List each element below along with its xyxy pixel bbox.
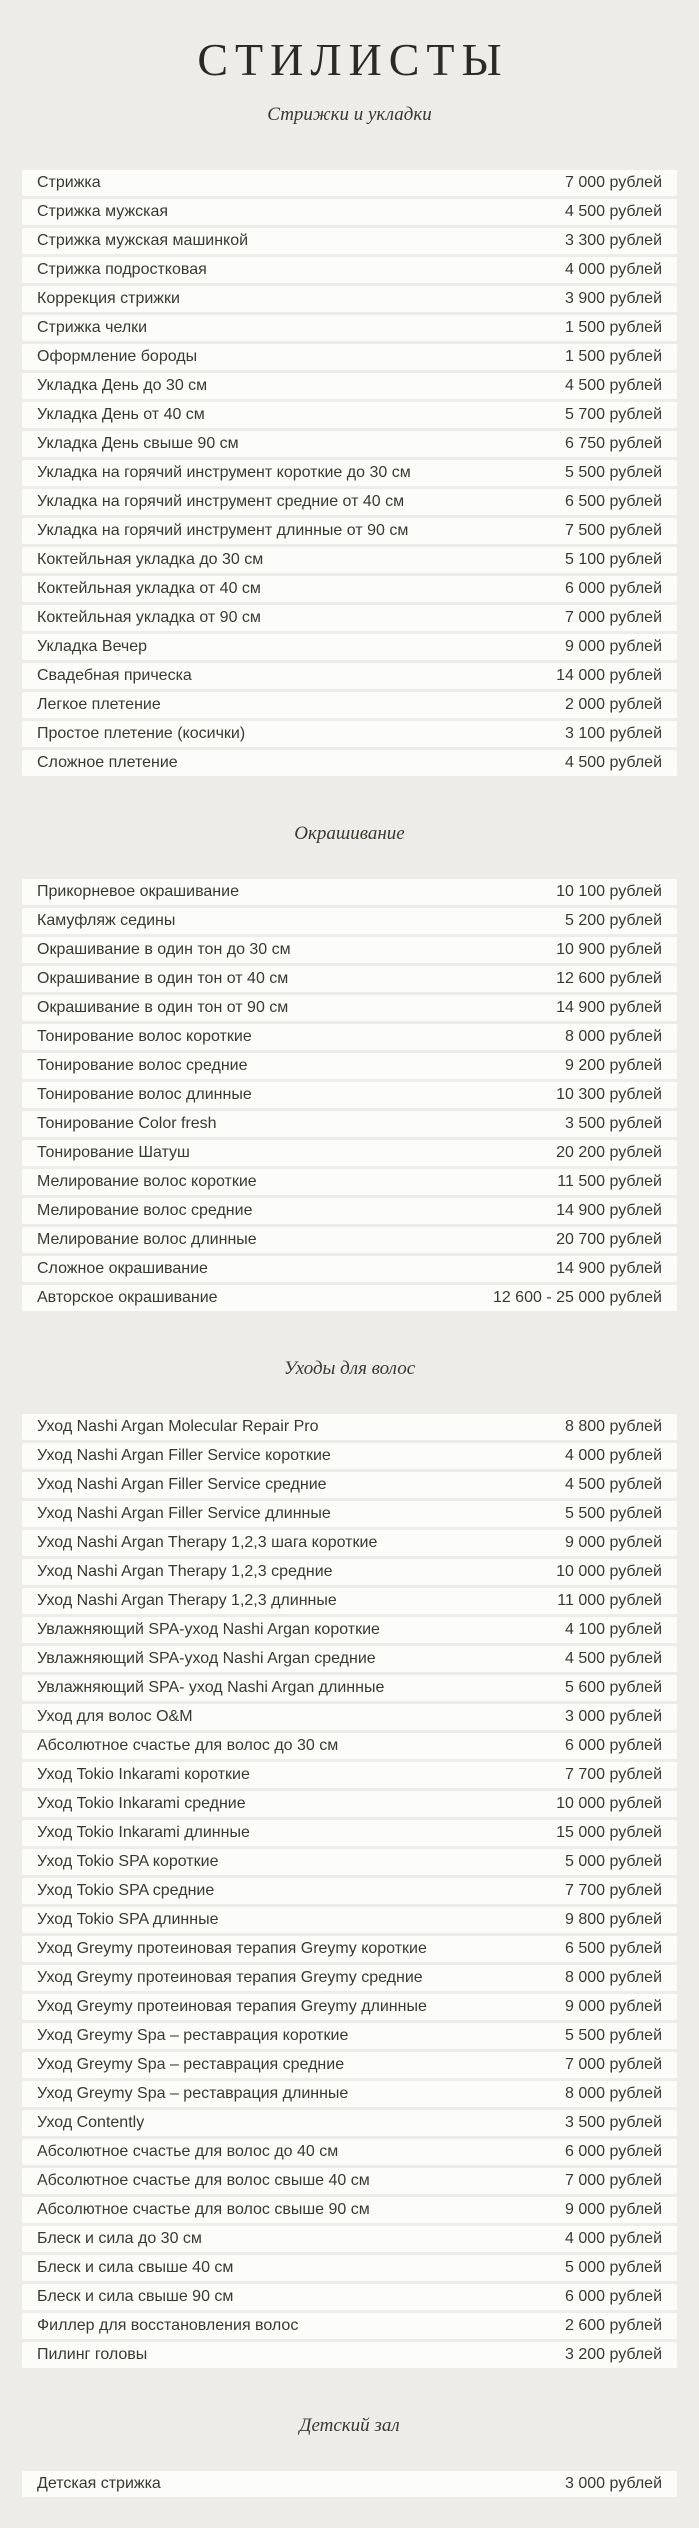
service-price: 7 500 рублей [565, 522, 662, 539]
service-row [22, 1820, 677, 1846]
service-name: Окрашивание в один тон от 90 см [37, 999, 289, 1016]
service-name: Сложное окрашивание [37, 1260, 208, 1277]
service-row [22, 170, 677, 196]
service-row [22, 2313, 677, 2339]
service-name: Уход Tokio SPA короткие [37, 1853, 219, 1870]
service-row [22, 995, 677, 1021]
service-price: 5 600 рублей [565, 1679, 662, 1696]
service-row [22, 1588, 677, 1614]
service-row [22, 2342, 677, 2368]
service-row [22, 1646, 677, 1672]
service-price: 12 600 - 25 000 рублей [492, 1289, 662, 1306]
service-name: Стрижка мужская машинкой [37, 232, 249, 249]
service-price: 5 500 рублей [565, 464, 662, 481]
service-row [22, 1053, 677, 1079]
service-row [22, 228, 677, 254]
service-name: Филлер для восстановления волос [37, 2317, 299, 2334]
service-name: Коррекция стрижки [37, 290, 180, 307]
service-price: 10 300 рублей [556, 1086, 662, 1103]
service-name: Свадебная прическа [37, 667, 192, 684]
service-row [22, 1791, 677, 1817]
service-row [22, 750, 677, 776]
service-price: 2 000 рублей [565, 696, 662, 713]
service-name: Тонирование волос длинные [37, 1086, 252, 1103]
service-name: Уход Greymy протеиновая терапия Greymy длинные [37, 1998, 427, 2015]
service-name: Уход Tokio SPA длинные [37, 1911, 219, 1928]
service-price: 9 000 рублей [565, 638, 662, 655]
service-price: 7 700 рублей [565, 1766, 662, 1783]
service-name: Укладка на горячий инструмент средние от 40 см [37, 493, 405, 510]
service-name: Простое плетение (косички) [37, 725, 246, 742]
service-name: Блеск и сила свыше 90 см [37, 2288, 234, 2305]
service-name: Уход Nashi Argan Therapy 1,2,3 длинные [37, 1592, 337, 1609]
service-price: 6 000 рублей [565, 2288, 662, 2305]
service-row [22, 1472, 677, 1498]
service-price: 3 100 рублей [565, 725, 662, 742]
service-name: Мелирование волос длинные [37, 1231, 257, 1248]
service-price: 8 000 рублей [565, 2085, 662, 2102]
service-row [22, 1501, 677, 1527]
service-row [22, 257, 677, 283]
price-rows [22, 879, 677, 1311]
service-name: Абсолютное счастье для волос до 40 см [37, 2143, 339, 2160]
service-row [22, 2081, 677, 2107]
service-price: 4 500 рублей [565, 377, 662, 394]
service-row [22, 1965, 677, 1991]
service-name: Окрашивание в один тон от 40 см [37, 970, 289, 987]
service-row [22, 1617, 677, 1643]
service-row [22, 721, 677, 747]
service-name: Блеск и сила до 30 см [37, 2230, 202, 2247]
service-name: Прикорневое окрашивание [37, 883, 239, 900]
service-name: Укладка День до 30 см [37, 377, 208, 394]
service-name: Уход Contently [37, 2114, 145, 2131]
service-row [22, 966, 677, 992]
section-heading: Детский зал [299, 2415, 400, 2436]
service-row [22, 1227, 677, 1253]
service-name: Окрашивание в один тон до 30 см [37, 941, 291, 958]
service-price: 14 000 рублей [556, 667, 662, 684]
service-row [22, 286, 677, 312]
service-price: 3 000 рублей [565, 2475, 662, 2492]
service-row [22, 1675, 677, 1701]
service-row [22, 937, 677, 963]
service-name: Абсолютное счастье для волос до 30 см [37, 1737, 339, 1754]
service-price: 10 000 рублей [556, 1563, 662, 1580]
service-name: Тонирование Шатуш [37, 1144, 190, 1161]
service-name: Оформление бороды [37, 348, 198, 365]
service-name: Коктейльная укладка от 40 см [37, 580, 261, 597]
service-price: 6 750 рублей [565, 435, 662, 452]
service-price: 6 000 рублей [565, 580, 662, 597]
service-row [22, 2226, 677, 2252]
service-row [22, 373, 677, 399]
service-row [22, 2284, 677, 2310]
service-row [22, 1530, 677, 1556]
service-price: 4 500 рублей [565, 754, 662, 771]
service-price: 7 000 рублей [565, 609, 662, 626]
service-name: Укладка День свыше 90 см [37, 435, 239, 452]
service-row [22, 1285, 677, 1311]
service-price: 10 000 рублей [556, 1795, 662, 1812]
service-price: 4 000 рублей [565, 261, 662, 278]
service-row [22, 2023, 677, 2049]
service-row [22, 605, 677, 631]
service-row [22, 1198, 677, 1224]
service-row [22, 576, 677, 602]
section-heading: Окрашивание [294, 823, 405, 844]
service-price: 5 000 рублей [565, 1853, 662, 1870]
service-name: Стрижка мужская [37, 203, 169, 220]
service-row [22, 663, 677, 689]
service-row [22, 518, 677, 544]
service-price: 11 500 рублей [557, 1173, 662, 1190]
service-name: Абсолютное счастье для волос свыше 90 см [37, 2201, 370, 2218]
service-name: Уход Nashi Argan Molecular Repair Pro [37, 1418, 319, 1435]
service-row [22, 1733, 677, 1759]
service-price: 3 900 рублей [565, 290, 662, 307]
service-name: Уход Tokio Inkarami короткие [37, 1766, 250, 1783]
service-price: 14 900 рублей [556, 1260, 662, 1277]
service-row [22, 1936, 677, 1962]
service-price: 4 000 рублей [565, 1447, 662, 1464]
service-price: 4 000 рублей [565, 2230, 662, 2247]
service-name: Увлажняющий SPA- уход Nashi Argan длинные [37, 1679, 385, 1696]
service-price: 6 000 рублей [565, 1737, 662, 1754]
service-price: 10 100 рублей [556, 883, 662, 900]
service-row [22, 692, 677, 718]
service-name: Блеск и сила свыше 40 см [37, 2259, 234, 2276]
service-row [22, 879, 677, 905]
service-row [22, 344, 677, 370]
service-row [22, 489, 677, 515]
service-name: Укладка на горячий инструмент короткие до 30 см [37, 464, 411, 481]
service-name: Пилинг головы [37, 2346, 148, 2363]
service-name: Уход Tokio Inkarami средние [37, 1795, 246, 1812]
service-name: Увлажняющий SPA-уход Nashi Argan короткие [37, 1621, 380, 1638]
service-row [22, 2110, 677, 2136]
service-row [22, 2255, 677, 2281]
service-price: 3 000 рублей [565, 1708, 662, 1725]
service-row [22, 547, 677, 573]
service-name: Увлажняющий SPA-уход Nashi Argan средние [37, 1650, 376, 1667]
service-name: Укладка на горячий инструмент длинные от 90 см [37, 522, 409, 539]
service-name: Уход Greymy Spa – реставрация короткие [37, 2027, 349, 2044]
service-price: 5 700 рублей [565, 406, 662, 423]
service-price: 7 000 рублей [565, 174, 662, 191]
service-name: Мелирование волос средние [37, 1202, 253, 1219]
service-row [22, 2471, 677, 2497]
service-row [22, 1169, 677, 1195]
service-row [22, 1256, 677, 1282]
service-row [22, 1559, 677, 1585]
service-price: 1 500 рублей [565, 348, 662, 365]
service-row [22, 1443, 677, 1469]
service-name: Уход Greymy Spa – реставрация длинные [37, 2085, 349, 2102]
service-price: 9 200 рублей [565, 1057, 662, 1074]
service-name: Уход для волос O&M [37, 1708, 193, 1725]
service-price: 5 000 рублей [565, 2259, 662, 2276]
service-price: 7 000 рублей [565, 2172, 662, 2189]
price-rows [22, 1414, 677, 2368]
service-name: Уход Nashi Argan Filler Service короткие [37, 1447, 331, 1464]
service-row [22, 460, 677, 486]
service-name: Коктейльная укладка от 90 см [37, 609, 261, 626]
service-name: Мелирование волос короткие [37, 1173, 257, 1190]
service-row [22, 2197, 677, 2223]
service-name: Стрижка челки [37, 319, 148, 336]
service-price: 4 100 рублей [565, 1621, 662, 1638]
service-price: 14 900 рублей [556, 1202, 662, 1219]
service-price: 4 500 рублей [565, 1476, 662, 1493]
service-price: 8 000 рублей [565, 1969, 662, 1986]
service-price: 5 200 рублей [565, 912, 662, 929]
service-name: Сложное плетение [37, 754, 178, 771]
service-name: Уход Tokio SPA средние [37, 1882, 215, 1899]
service-price: 11 000 рублей [557, 1592, 662, 1609]
service-name: Укладка Вечер [37, 638, 148, 655]
service-row [22, 1907, 677, 1933]
service-price: 6 500 рублей [565, 1940, 662, 1957]
service-row [22, 1140, 677, 1166]
service-row [22, 634, 677, 660]
service-price: 20 200 рублей [556, 1144, 662, 1161]
service-row [22, 1414, 677, 1440]
service-price: 8 800 рублей [565, 1418, 662, 1435]
service-price: 4 500 рублей [565, 1650, 662, 1667]
service-name: Уход Nashi Argan Filler Service средние [37, 1476, 327, 1493]
service-name: Коктейльная укладка до 30 см [37, 551, 264, 568]
sections-container [22, 103, 677, 2497]
service-name: Укладка День от 40 см [37, 406, 205, 423]
service-name: Детская стрижка [37, 2475, 161, 2492]
service-name: Уход Greymy Spa – реставрация средние [37, 2056, 345, 2073]
service-row [22, 199, 677, 225]
service-price: 3 500 рублей [565, 1115, 662, 1132]
service-row [22, 315, 677, 341]
section-heading: Стрижки и укладки [267, 104, 432, 125]
service-row [22, 2052, 677, 2078]
service-price: 7 000 рублей [565, 2056, 662, 2073]
service-price: 12 600 рублей [556, 970, 662, 987]
service-row [22, 908, 677, 934]
service-price: 3 300 рублей [565, 232, 662, 249]
service-price: 9 800 рублей [565, 1911, 662, 1928]
service-name: Тонирование Color fresh [37, 1115, 217, 1132]
service-price: 2 600 рублей [565, 2317, 662, 2334]
service-price: 14 900 рублей [556, 999, 662, 1016]
service-name: Легкое плетение [37, 696, 161, 713]
service-row [22, 1111, 677, 1137]
service-name: Абсолютное счастье для волос свыше 40 см [37, 2172, 370, 2189]
service-price: 8 000 рублей [565, 1028, 662, 1045]
service-price: 3 200 рублей [565, 2346, 662, 2363]
service-row [22, 1762, 677, 1788]
service-name: Уход Tokio Inkarami длинные [37, 1824, 250, 1841]
service-row [22, 431, 677, 457]
price-rows [22, 2471, 677, 2497]
service-name: Стрижка [37, 174, 101, 191]
service-price: 6 000 рублей [565, 2143, 662, 2160]
service-name: Тонирование волос средние [37, 1057, 248, 1074]
service-price: 5 500 рублей [565, 2027, 662, 2044]
service-row [22, 1082, 677, 1108]
service-row [22, 1024, 677, 1050]
service-row [22, 1849, 677, 1875]
page-title: СТИЛИСТЫ [197, 34, 509, 85]
service-price: 7 700 рублей [565, 1882, 662, 1899]
service-price: 20 700 рублей [556, 1231, 662, 1248]
service-price: 6 500 рублей [565, 493, 662, 510]
service-name: Авторское окрашивание [37, 1289, 218, 1306]
service-row [22, 1704, 677, 1730]
service-row [22, 2139, 677, 2165]
price-rows [22, 170, 677, 776]
service-price: 10 900 рублей [556, 941, 662, 958]
service-name: Тонирование волос короткие [37, 1028, 252, 1045]
section-heading: Уходы для волос [283, 1358, 416, 1379]
service-price: 5 100 рублей [565, 551, 662, 568]
service-price: 9 000 рублей [565, 1534, 662, 1551]
service-price: 15 000 рублей [556, 1824, 662, 1841]
service-name: Уход Nashi Argan Therapy 1,2,3 шага короткие [37, 1534, 378, 1551]
service-name: Камуфляж седины [37, 912, 176, 929]
service-price: 1 500 рублей [565, 319, 662, 336]
service-price: 3 500 рублей [565, 2114, 662, 2131]
service-row [22, 1878, 677, 1904]
service-row [22, 1994, 677, 2020]
service-row [22, 2168, 677, 2194]
service-name: Уход Greymy протеиновая терапия Greymy короткие [37, 1940, 427, 1957]
service-price: 9 000 рублей [565, 2201, 662, 2218]
service-price: 5 500 рублей [565, 1505, 662, 1522]
service-name: Стрижка подростковая [37, 261, 207, 278]
service-price: 9 000 рублей [565, 1998, 662, 2015]
service-name: Уход Nashi Argan Therapy 1,2,3 средние [37, 1563, 333, 1580]
service-name: Уход Nashi Argan Filler Service длинные [37, 1505, 331, 1522]
service-name: Уход Greymy протеиновая терапия Greymy средние [37, 1969, 423, 1986]
service-row [22, 402, 677, 428]
service-price: 4 500 рублей [565, 203, 662, 220]
